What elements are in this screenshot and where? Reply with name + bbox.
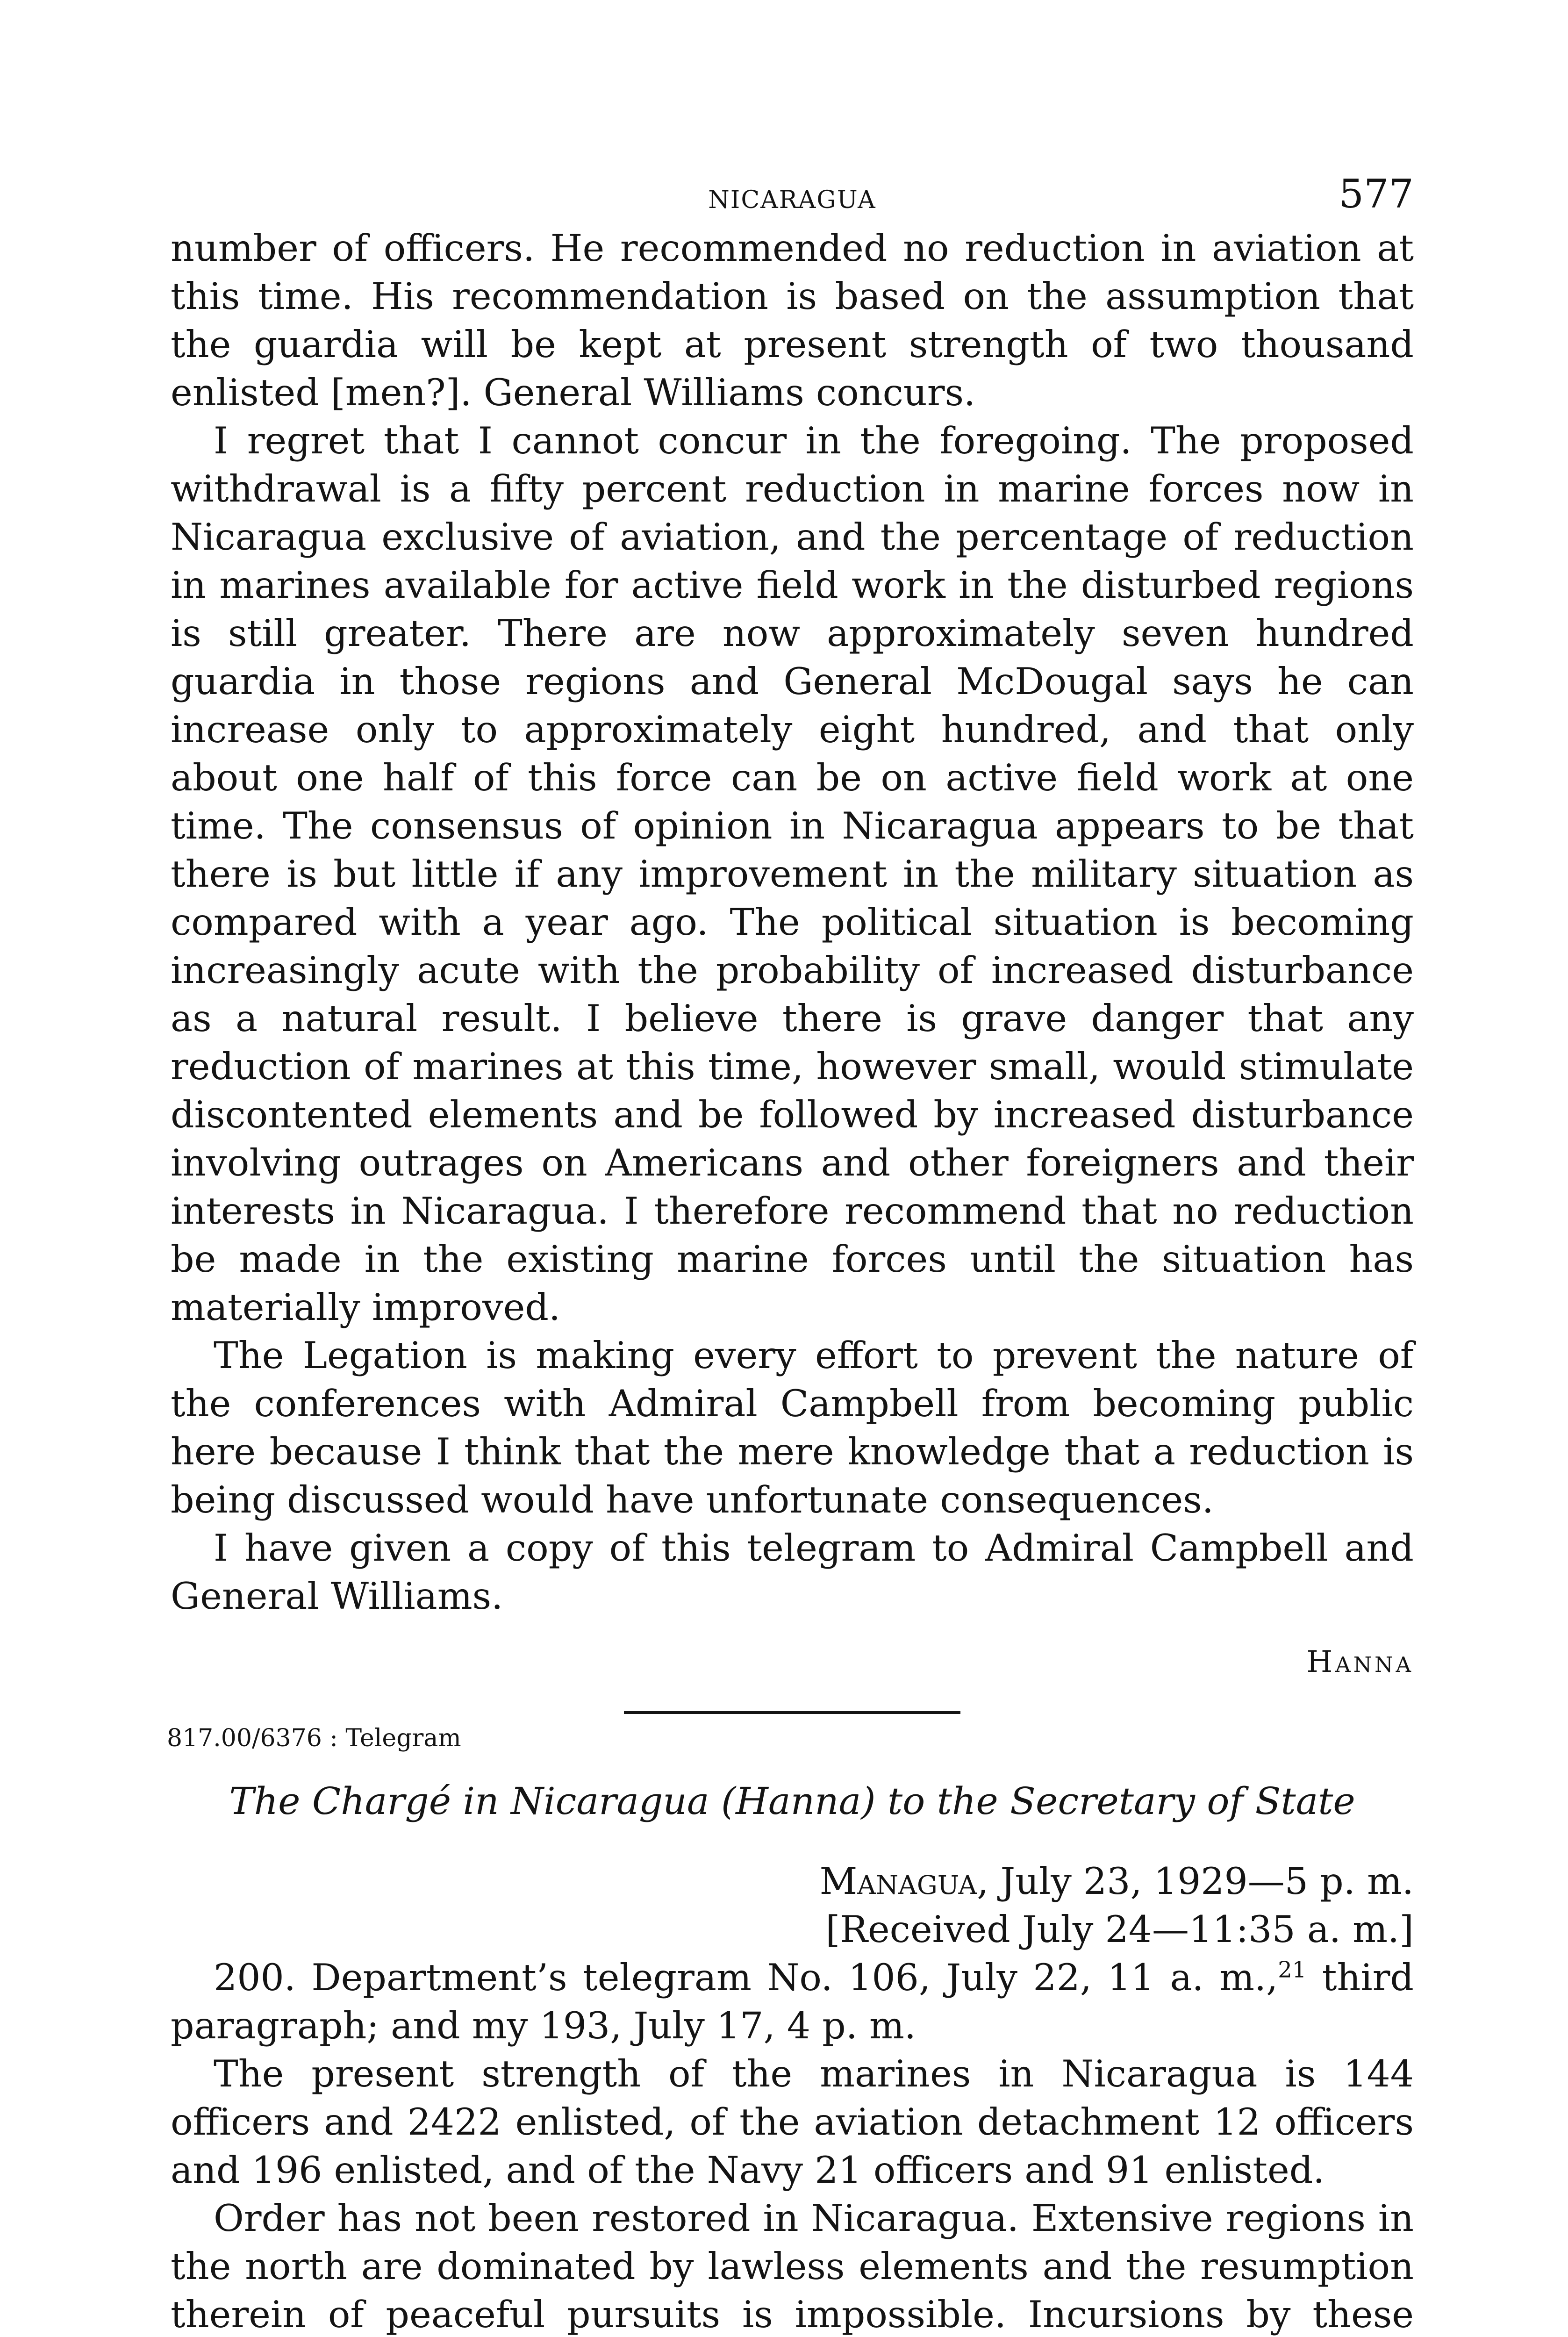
paragraph-telegram-200-end: third paragraph; and my 193, July 17, 4 p. m.	[171, 1956, 1414, 2047]
file-reference: 817.00/6376 : Telegram	[167, 1724, 461, 1752]
paragraph-regret: I regret that I cannot concur in the foregoing. The proposed withdrawal is a fifty percent reduction in marine forces now in Nicaragua exclusive of aviation, and the percentage of reduction in marines available for active field work in the disturbed regions is still greater. There are now approximately seven hundred guardia in those regions and General McDougal says he can increase only to approximately eight hundred, and that only about one half of this force can be on active field work at one time. The consensus of opinion in Nicaragua appears to be that there is but little if any improvement in the military situation as compared with a year ago. The political situation is becoming increasingly acute with the probability of increased disturbance as a natural result. I believe there is grave danger that any reduction of marines at this time, however small, would stimulate discontented elements and be followed by increased disturbance involving outrages on Americans and other foreigners and their interests in Nicaragua. I therefore recommend that no reduction be made in the existing marine forces until the situation has materially improved.	[171, 419, 1414, 1329]
page-number: 577	[1339, 171, 1414, 217]
paragraph-order: Order has not been restored in Nicaragua. Extensive regions in the north are dominated by lawless elements and the resumption therein of peaceful pursuits is impossible. Incursions by these	[171, 2197, 1414, 2336]
paragraph-legation: The Legation is making every effort to prevent the nature of the conferences with Admiral Campbell from becoming public here because I think that the mere knowledge that a reduction is being discussed would have unfortunate consequences.	[171, 1334, 1414, 1521]
paragraph-telegram-200-start: 200. Department’s telegram No. 106, July 22, 11 a. m.,	[214, 1956, 1278, 1999]
paragraph-strength: The present strength of the marines in Nicaragua is 144 officers and 2422 enlisted, of the aviation detachment 12 officers and 196 enlisted, and of the Navy 21 officers and 91 enlisted.	[171, 2052, 1414, 2192]
dateline	[171, 1857, 1414, 1954]
document-heading: The Chargé in Nicaragua (Hanna) to the Secretary of State	[229, 1779, 1355, 1823]
running-header-title: NICARAGUA	[708, 186, 876, 214]
paragraph-telegram-200	[171, 1954, 1414, 2050]
document-page	[167, 168, 1414, 2337]
signature-hanna: Hanna	[1306, 1645, 1414, 1679]
dateline-sent	[171, 1857, 1414, 1906]
running-header	[171, 168, 1414, 224]
footnote-reference[interactable]: 21	[1278, 1957, 1307, 1983]
dateline-place: Managua	[819, 1860, 977, 1903]
paragraph-continuation: number of officers. He recommended no reduction in aviation at this time. His recommendation is based on the assumption that the guardia will be kept at present strength of two thousand enlisted [men?]. General Williams concurs.	[171, 227, 1414, 414]
dateline-received: [Received July 24—11:35 a. m.]	[825, 1908, 1414, 1951]
paragraph-copy-given: I have given a copy of this telegram to Admiral Campbell and General Williams.	[171, 1527, 1414, 1618]
dateline-date: , July 23, 1929—5 p. m.	[977, 1860, 1414, 1903]
section-divider	[624, 1711, 960, 1714]
